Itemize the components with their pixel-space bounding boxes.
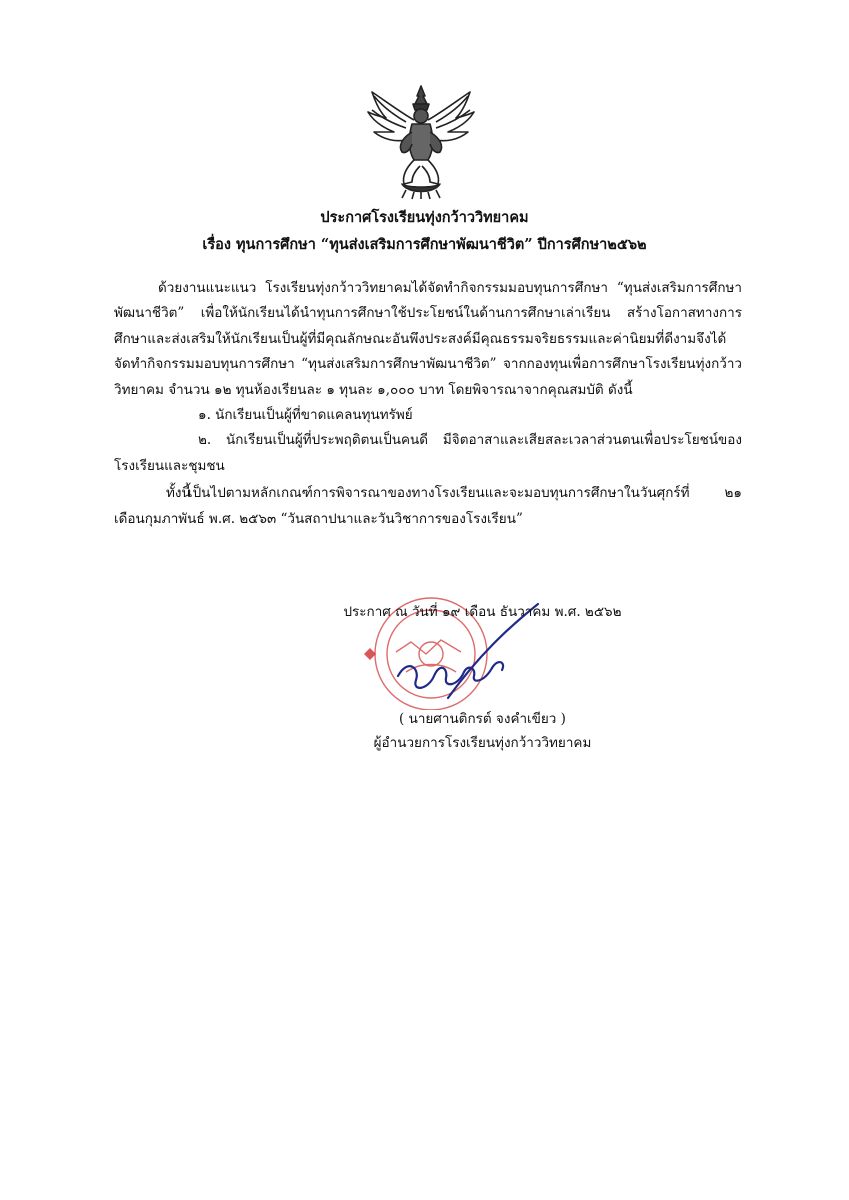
signer-name: ( นายศานติกรต์ จงคำเขียว ) [399,711,566,727]
announcement-subject: เรื่อง ทุนการศึกษา “ทุนส่งเสริมการศึกษาพัฒนาชีวิต” ปีการศึกษา๒๕๖๒ [202,236,647,253]
paragraph-2-text: เป็นไปตามหลักเกณฑ์การพิจารณาของทางโรงเรียนและจะมอบทุนการศึกษาในวันศุกร์ที่ ๒๑ เดือนกุมภาพันธ์ พ.ศ. ๒๕๖๓ “วันสถาปนาและวันวิชาการของโรงเรียน” [114,485,742,527]
criteria-item-1: ๑. นักเรียนเป็นผู้ที่ขาดแคลนทุนทรัพย์ [198,407,413,424]
criteria-item-2: ๒. นักเรียนเป็นผู้ที่ประพฤติตนเป็นคนดี มีจิตอาสาและเสียสละเวลาส่วนตนเพื่อประโยชน์ของโรงเรียนและชุมชน [114,432,742,474]
signer-position: ผู้อำนวยการโรงเรียนทุ่งกว้าววิทยาคม [373,735,592,751]
announcement-body [114,276,742,532]
paragraph-2-lead: ทั้งนี้ [166,485,191,502]
announcement-date: ประกาศ ณ วันที่ ๑๙ เดือน ธันวาคม พ.ศ. ๒๕๖๒ [343,604,622,620]
garuda-emblem-icon [362,82,480,200]
paragraph-2 [114,481,742,532]
paragraph-1: ด้วยงานแนะแนว โรงเรียนทุ่งกว้าววิทยาคมได้จัดทำกิจกรรมมอบทุนการศึกษา “ทุนส่งเสริมการศึกษาพัฒนาชีวิต” เพื่อให้นักเรียนได้นำทุนการศึกษาใช้ประโยชน์ในด้านการศึกษาเล่าเรียน สร้างโอกาสทางการศึกษาและส่งเสริมให้นักเรียนเป็นผู้ที่มีคุณลักษณะอันพึงประสงค์มีคุณธรรมจริยธรรมและค่านิยมที่ดีงามจึงได้จัดทำกิจกรรมมอบทุนการศึกษา “ทุนส่งเสริมการศึกษาพัฒนาชีวิต” จากกองทุนเพื่อการศึกษาโรงเรียนทุ่งกว้าววิทยาคม จำนวน ๑๒ ทุนห้องเรียนละ ๑ ทุนละ ๑,๐๐๐ บาท โดยพิจารณาจากคุณสมบัติ ดังนี้ [114,280,742,398]
announcement-title: ประกาศโรงเรียนทุ่งกว้าววิทยาคม [320,209,529,226]
